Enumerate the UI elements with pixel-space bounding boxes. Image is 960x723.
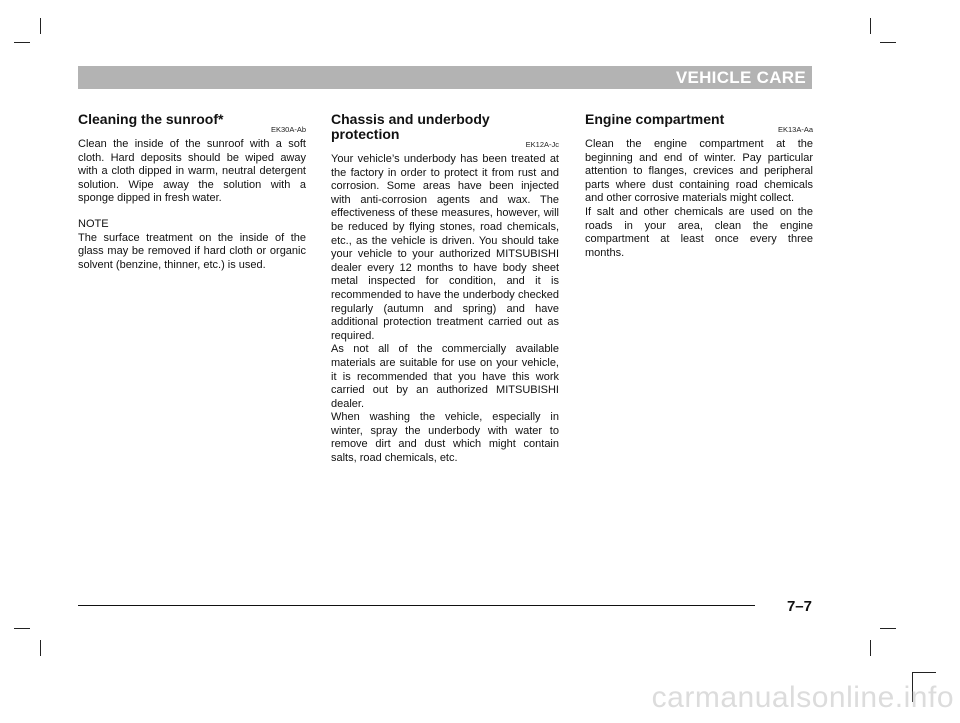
- page-header-title: VEHICLE CARE: [675, 68, 806, 87]
- section-title-sunroof: Cleaning the sunroof*: [78, 111, 224, 127]
- footer-rule: [78, 605, 755, 606]
- column-engine: [585, 112, 813, 260]
- note-label: NOTE: [78, 217, 109, 230]
- paragraph-sunroof: Clean the inside of the sunroof with a soft cloth. Hard deposits should be wiped away with a cloth dipped in warm, neutral detergent solution. Wipe away the solution with a sponge dipped in fresh water.: [78, 138, 306, 205]
- crop-mark: [14, 628, 30, 629]
- section-title-chassis: Chassis and underbody protection: [331, 111, 490, 142]
- crop-mark: [870, 18, 871, 34]
- section-code-engine: EK13A-Aa: [777, 125, 813, 134]
- paragraph-chassis-3: When washing the vehicle, especially in winter, spray the underbody with water to remove dirt and dust which might contain salts, road chemicals, etc.: [331, 411, 559, 465]
- section-code-sunroof: EK30A-Ab: [270, 125, 306, 134]
- watermark: carmanualsonline.info: [651, 681, 954, 714]
- paragraph-engine-1: Clean the engine compartment at the beginning and end of winter. Pay particular attention to flanges, crevices and peripheral parts where dust containing road chemicals and other corrosive materials might collect.: [585, 138, 813, 205]
- crop-mark: [40, 640, 41, 656]
- paragraph-chassis-1: Your vehicle’s underbody has been treated at the factory in order to protect it from rust and corrosion. Some areas have been injected with anti-corrosion agents and wax. The effectiveness of these measures, however, will be reduced by flying stones, road chemicals, etc., as the vehicle is driven. You should take your vehicle to your authorized MITSUBISHI dealer every 12 months to have body sheet metal inspected for condition, and it is recommended to have the underbody checked regularly (autumn and spring) and have additional protection treatment carried out as required.: [331, 153, 559, 342]
- header-bar: [78, 66, 812, 89]
- crop-mark: [880, 628, 896, 629]
- note-body: The surface treatment on the inside of the glass may be removed if hard cloth or organic solvent (benzine, thinner, etc.) is used.: [78, 231, 306, 271]
- column-chassis: [331, 112, 559, 466]
- crop-mark: [40, 18, 41, 34]
- crop-mark: [912, 672, 936, 673]
- paragraph-engine-2: If salt and other chemicals are used on the roads in your area, clean the engine compartment at least once every three months.: [585, 205, 813, 259]
- paragraph-chassis-2: As not all of the commercially available materials are suitable for use on your vehicle, it is recommended that you have this work carried out by an authorized MITSUBISHI dealer.: [331, 343, 559, 410]
- page-number: 7–7: [786, 598, 812, 615]
- column-sunroof: [78, 112, 306, 272]
- crop-mark: [870, 640, 871, 656]
- section-code-chassis: EK12A-Jc: [525, 140, 559, 149]
- crop-mark: [14, 42, 30, 43]
- section-title-engine: Engine compartment: [585, 111, 725, 127]
- crop-mark: [880, 42, 896, 43]
